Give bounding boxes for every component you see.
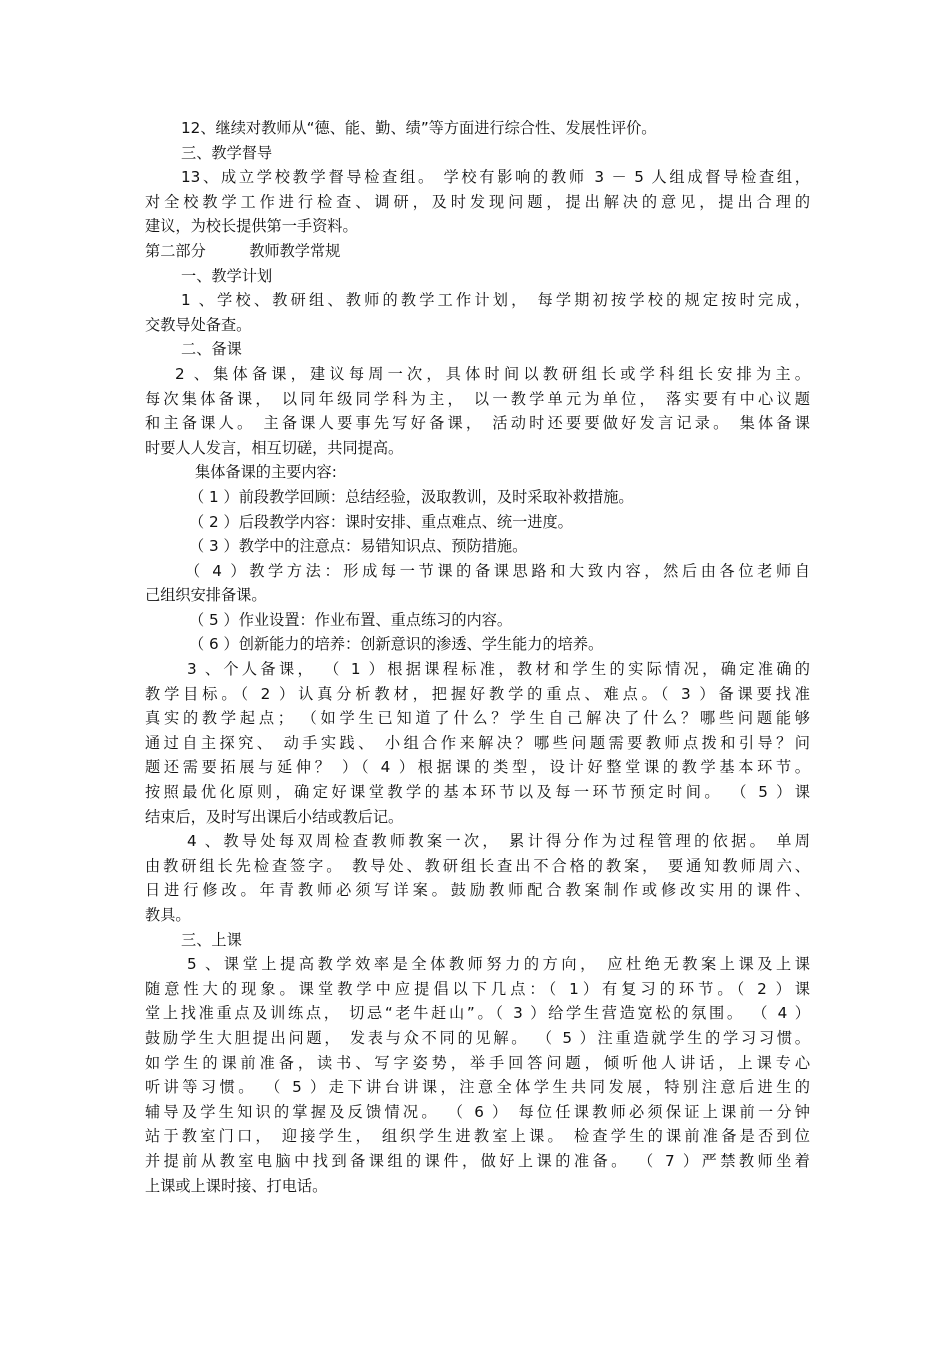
section-heading: 三、上课	[181, 930, 242, 949]
text-line: 鼓励学生大胆提出问题， 发表与众不同的见解。 （ 5 ）注重造就学生的学习习惯。	[145, 1028, 810, 1047]
text-line: 教学目标。（ 2 ）认真分析教材，把握好教学的重点、难点。（ 3 ）备课要找准	[145, 684, 810, 703]
text-line: 日进行修改。年青教师必须写详案。鼓励教师配合教案制作或修改实用的课件、	[145, 881, 810, 900]
list-item: （ 2 ）后段教学内容：课时安排、重点难点、统一进度。	[189, 512, 573, 531]
list-item: （ 4 ）教学方法：形成每一节课的备课思路和大致内容，然后由各位老师自	[185, 561, 810, 580]
text-line: 己组织安排备课。	[145, 586, 267, 605]
text-line: 并提前从教室电脑中找到备课组的课件，做好上课的准备。 （ 7 ）严禁教师坐着	[145, 1151, 810, 1170]
text-line: 随意性大的现象。课堂教学中应提倡以下几点：（ 1）有复习的环节。（ 2 ）课	[145, 979, 810, 998]
text-line: 听讲等习惯。 （ 5 ）走下讲台讲课，注意全体学生共同发展，特别注意后进生的	[145, 1078, 810, 1097]
text-line: 由教研组长先检查签字。 教导处、教研组长查出不合格的教案， 要通知教师周六、	[145, 856, 810, 875]
text-line: 5 、课堂上提高教学效率是全体教师努力的方向， 应杜绝无教案上课及上课	[187, 955, 810, 974]
part-heading: 第二部分 教师教学常规	[145, 241, 341, 260]
text-line: 每次集体备课， 以同年级同学科为主， 以一教学单元为单位， 落实要有中心议题	[145, 389, 810, 408]
text-line: 2 、集体备课，建议每周一次，具体时间以教研组长或学科组长安排为主。	[175, 364, 810, 383]
text-line: 3 、个人备课， （ 1 ）根据课程标准，教材和学生的实际情况，确定准确的	[187, 660, 810, 679]
text-line: 结束后，及时写出课后小结或教后记。	[145, 807, 404, 826]
text-line: 1 、学校、教研组、教师的教学工作计划， 每学期初按学校的规定按时完成，	[181, 291, 810, 310]
text-line: 教具。	[145, 906, 191, 924]
text-line: 题还需要拓展与延伸？ ）（ 4 ）根据课的类型，设计好整堂课的教学基本环节。	[145, 758, 810, 777]
list-item: （ 5 ）作业设置：作业布置、重点练习的内容。	[189, 610, 513, 629]
list-item: （ 1 ）前段教学回顾：总结经验，汲取教训，及时采取补救措施。	[189, 487, 634, 506]
text-line: 站于教室门口， 迎接学生， 组织学生进教室上课。 检查学生的课前准备是否到位	[145, 1127, 810, 1146]
text-line: 通过自主探究、 动手实践、 小组合作来解决？哪些问题需要教师点拨和引导？问	[145, 733, 810, 752]
text-line: 按照最优化原则，确定好课堂教学的基本环节以及每一环节预定时间。 （ 5 ）课	[145, 783, 810, 802]
text-line: 集体备课的主要内容:	[195, 463, 337, 482]
section-heading: 一、教学计划	[181, 266, 273, 285]
list-item: （ 6 ）创新能力的培养：创新意识的渗透、学生能力的培养。	[189, 635, 604, 654]
text-line: 13、成立学校教学督导检查组。 学校有影响的教师 3 － 5 人组成督导检查组，	[181, 168, 810, 187]
text-line: 对全校教学工作进行检查、调研，及时发现问题，提出解决的意见，提出合理的	[145, 192, 810, 211]
text-line: 12、继续对教师从“德、能、勤、绩”等方面进行综合性、发展性评价。	[181, 119, 657, 137]
text-line: 如学生的课前准备，读书、写字姿势，举手回答问题，倾听他人讲话，上课专心	[145, 1053, 810, 1072]
text-line: 和主备课人。 主备课人要事先写好备课， 活动时还要要做好发言记录。 集体备课	[145, 414, 810, 433]
section-heading: 三、教学督导	[181, 143, 273, 162]
text-line: 4 、教导处每双周检查教师教案一次， 累计得分作为过程管理的依据。 单周	[187, 832, 810, 851]
text-line: 上课或上课时接、打电话。	[145, 1176, 328, 1195]
document-body	[145, 116, 810, 1198]
text-line: 辅导及学生知识的掌握及反馈情况。 （ 6 ） 每位任课教师必须保证上课前一分钟	[145, 1102, 810, 1121]
text-line: 时要人人发言，相互切磋，共同提高。	[145, 438, 404, 457]
text-line: 交教导处备查。	[145, 315, 252, 334]
list-item: （ 3 ）教学中的注意点：易错知识点、预防措施。	[189, 537, 528, 556]
section-heading: 二、备课	[181, 340, 242, 359]
text-line: 堂上找准重点及训练点， 切忌“老牛赶山”。（ 3 ）给学生营造宽松的氛围。 （ 4 ）	[145, 1004, 810, 1023]
text-line: 真实的教学起点； （如学生已知道了什么？学生自己解决了什么？哪些问题能够	[145, 709, 810, 728]
text-line: 建议，为校长提供第一手资料。	[145, 217, 358, 236]
